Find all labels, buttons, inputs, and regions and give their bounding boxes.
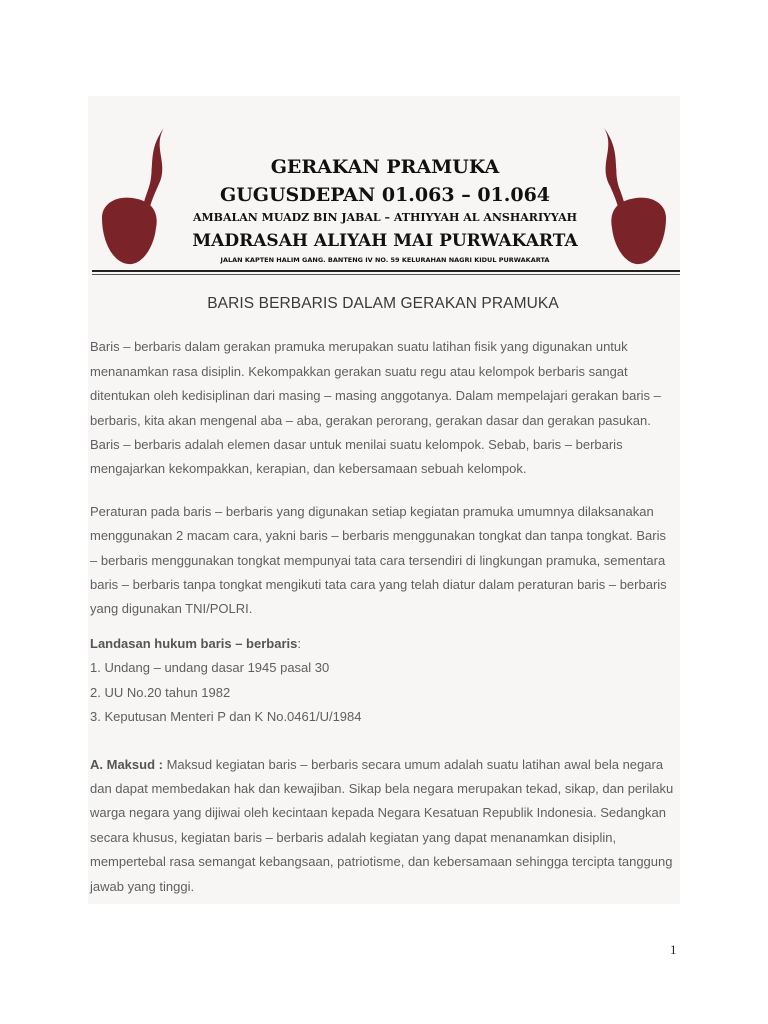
org-title: GERAKAN PRAMUKA	[270, 156, 500, 178]
tunas-kelapa-icon	[94, 126, 186, 266]
paragraph: Baris – berbaris dalam gerakan pramuka merupakan suatu latihan fisik yang digunakan untuk menanamkan rasa disiplin. Kekompakkan gerakan suatu regu atau kelompok berbaris sangat ditentukan oleh kedisiplinan dari masing – masing anggotanya. Dalam mempelajari gerakan baris – berbaris, kita akan mengenal aba – aba, gerakan perorang, gerakan dasar dan gerakan pasukan. Baris – berbaris adalah elemen dasar untuk menilai suatu kelompok. Sebab, baris – berbaris mengajarkan kekompakkan, kerapian, dan kebersamaan sebuah kelompok.	[90, 339, 661, 477]
ambalan-name: AMBALAN MUADZ BIN JABAL – ATHIYYAH AL ANSHARIYYAH	[192, 211, 578, 224]
school-name: MADRASAH ALIYAH MAI PURWAKARTA	[192, 231, 578, 251]
legal-heading-colon: :	[297, 635, 301, 651]
section-a	[90, 753, 676, 899]
document-title: BARIS BERBARIS DALAM GERAKAN PRAMUKA	[207, 295, 559, 312]
address: JALAN KAPTEN HALIM GANG. BANTENG IV NO. 59 KELURAHAN NAGRI KIDUL PURWAKARTA	[220, 256, 550, 264]
letterhead	[90, 120, 680, 272]
list-item: 1. Undang – undang dasar 1945 pasal 30	[90, 660, 330, 676]
legal-list	[90, 656, 676, 729]
list-item: 2. UU No.20 tahun 1982	[90, 684, 231, 700]
header-divider	[92, 270, 680, 272]
unit-number: GUGUSDEPAN 01.063 – 01.064	[219, 184, 551, 206]
tunas-kelapa-icon	[582, 126, 674, 266]
section-a-label: A. Maksud :	[90, 756, 163, 772]
page-number: 1	[670, 942, 677, 957]
paragraph: Peraturan pada baris – berbaris yang digunakan setiap kegiatan pramuka umumnya dilaksanakan menggunakan 2 macam cara, yakni baris – berbaris menggunakan tongkat dan tanpa tongkat. Baris – berbaris menggunakan tongkat mempunyai tata cara tersendiri di lingkungan pramuka, sementara baris – berbaris tanpa tongkat mengikuti tata cara yang telah diatur dalam peraturan baris – berbaris yang digunakan TNI/POLRI.	[90, 503, 667, 617]
list-item: 3. Keputusan Menteri P dan K No.0461/U/1984	[90, 709, 362, 725]
header-divider-thin	[92, 274, 680, 275]
legal-basis	[90, 632, 676, 656]
legal-heading: Landasan hukum baris – berbaris	[90, 635, 298, 651]
section-a-text: Maksud kegiatan baris – berbaris secara umum adalah suatu latihan awal bela negara dan dapat membedakan hak dan kewajiban. Sikap bela negara merupakan tekad, sikap, dan perilaku warga negara yang dijiwai oleh kecintaan kepada Negara Kesatuan Republik Indonesia. Sedangkan secara khusus, kegiatan baris – berbaris adalah kegiatan yang dapat menanamkan disiplin, mempertebal rasa semangat kebangsaan, patriotisme, dan kebersamaan sehingga tercipta tanggung jawab yang tinggi.	[90, 756, 674, 894]
document-body	[90, 292, 676, 899]
